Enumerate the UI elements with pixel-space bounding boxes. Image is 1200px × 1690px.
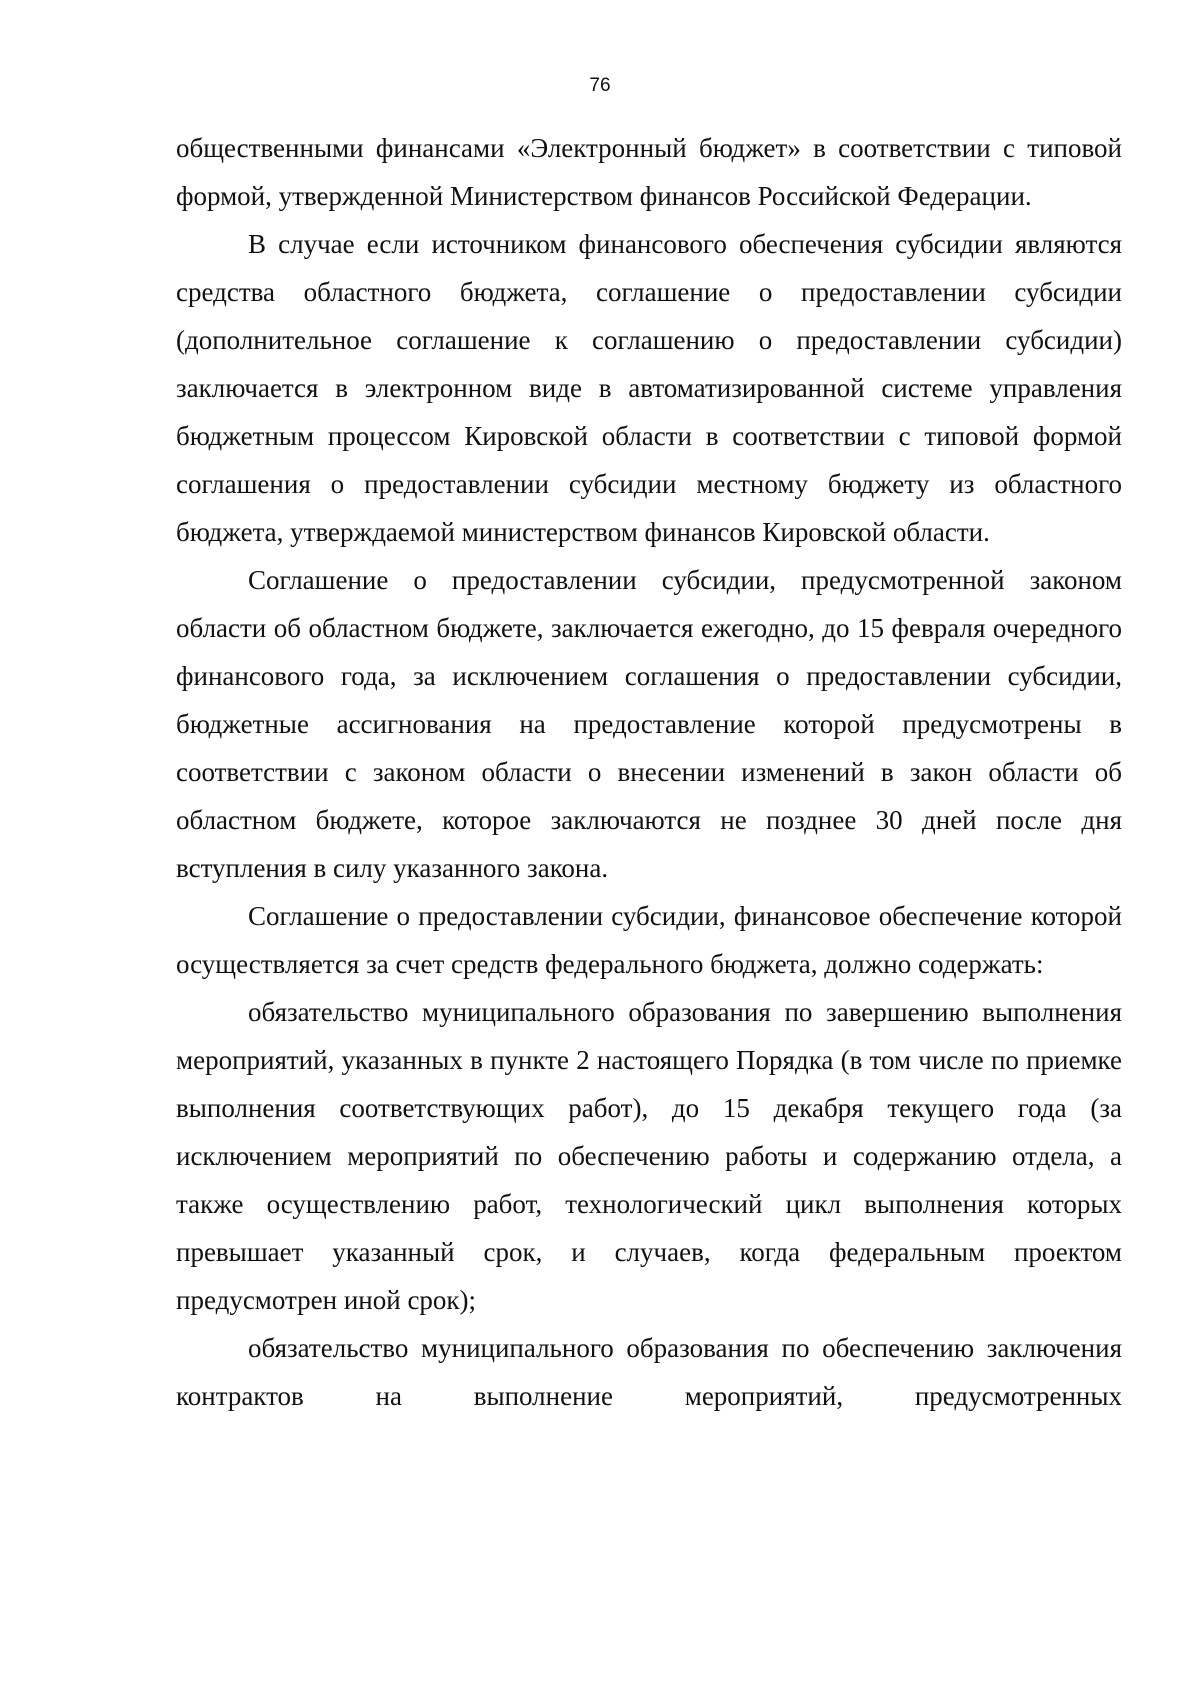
paragraph-completion-obligation: обязательство муниципального образования по завершению выполнения мероприятий, указанных в пункте 2 настоящего Порядка (в том числе по приемке выполнения соответствующих работ), до 15 декабря текущего года (за исключением мероприятий по обеспечению работы и содержанию отдела, а также осуществлению работ, технологический цикл выполнения которых превышает указанный срок, и случаев, когда федеральным проектом предусмотрен иной срок); <box>176 997 1122 1315</box>
document-body <box>176 124 1122 1420</box>
paragraph-regional-budget-agreement: В случае если источником финансового обеспечения субсидии являются средства областного бюджета, соглашение о предоставлении субсидии (дополнительное соглашение к соглашению о предоставлении субсидии) заключается в электронном виде в автоматизированной системе управления бюджетным процессом Кировской области в соответствии с типовой формой соглашения о предоставлении субсидии местному бюджету из областного бюджета, утверждаемой министерством финансов Кировской области. <box>176 229 1122 547</box>
paragraph-continuation: общественными финансами «Электронный бюджет» в соответствии с типовой формой, утвержденной Министерством финансов Российской Федерации. <box>176 133 1122 211</box>
paragraph-federal-agreement-contents: Соглашение о предоставлении субсидии, финансовое обеспечение которой осуществляется за счет средств федерального бюджета, должно содержать: <box>176 901 1122 979</box>
paragraph-contract-obligation: обязательство муниципального образования по обеспечению заключения контрактов на выполнение мероприятий, предусмотренных <box>176 1333 1122 1411</box>
paragraph-agreement-deadline: Соглашение о предоставлении субсидии, предусмотренной законом области об областном бюджете, заключается ежегодно, до 15 февраля очередного финансового года, за исключением соглашения о предоставлении субсидии, бюджетные ассигнования на предоставление которой предусмотрены в соответствии с законом области о внесении изменений в закон области об областном бюджете, которое заключаются не позднее 30 дней после дня вступления в силу указанного закона. <box>176 565 1122 883</box>
page-number: 76 <box>589 75 611 96</box>
